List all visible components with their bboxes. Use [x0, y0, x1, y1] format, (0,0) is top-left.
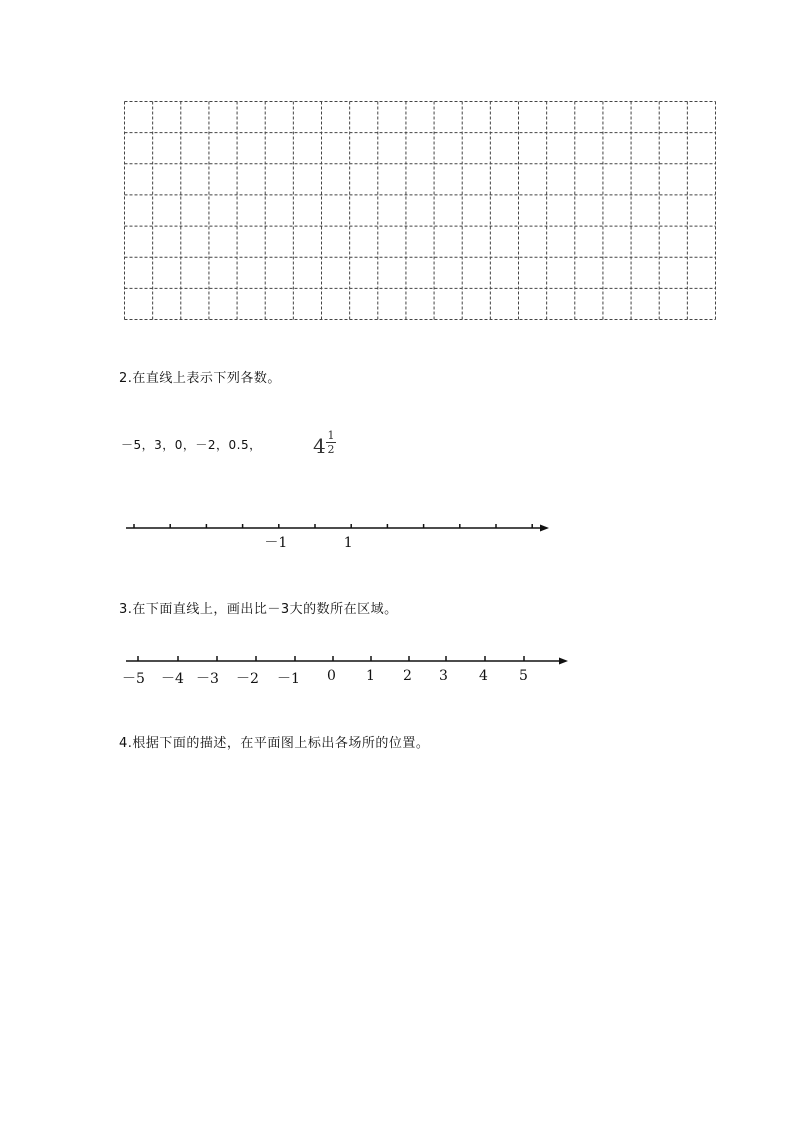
fraction-denominator: 2 — [327, 443, 335, 456]
number-line-label: 0 — [327, 668, 336, 684]
number-line-label: －2 — [236, 671, 259, 687]
number-line-label: －3 — [196, 671, 219, 687]
number-line-label: －1 — [277, 671, 300, 687]
number-line-label: 1 — [343, 535, 353, 551]
number-line-label: －4 — [161, 671, 184, 687]
fraction-numerator: 1 — [327, 429, 335, 442]
number-line-label: 2 — [403, 668, 412, 684]
number-line-label: 5 — [519, 668, 528, 684]
writing-grid-lines — [124, 101, 716, 321]
number-line-arrow — [540, 525, 549, 532]
number-line-label: －1 — [264, 535, 288, 551]
question-4-title: 4.根据下面的描述，在平面图上标出各场所的位置。 — [119, 736, 430, 751]
number-line-arrow — [559, 658, 568, 665]
number-line-label: 3 — [439, 668, 448, 684]
number-line-label: －5 — [122, 671, 145, 687]
question-2-numbers: －5，3，0，－2，0.5， — [121, 438, 262, 452]
question-2-title: 2.在直线上表示下列各数。 — [119, 371, 281, 386]
question-3-title: 3.在下面直线上，画出比－3大的数所在区域。 — [119, 602, 398, 617]
number-line-label: 4 — [479, 668, 488, 684]
writing-grid — [124, 101, 716, 325]
number-line-q2[interactable] — [0, 510, 794, 555]
mixed-number-whole: 4 — [313, 434, 326, 458]
number-line-label: 1 — [366, 668, 375, 684]
mixed-number-fraction — [326, 430, 336, 455]
number-line-q3[interactable] — [0, 650, 794, 670]
